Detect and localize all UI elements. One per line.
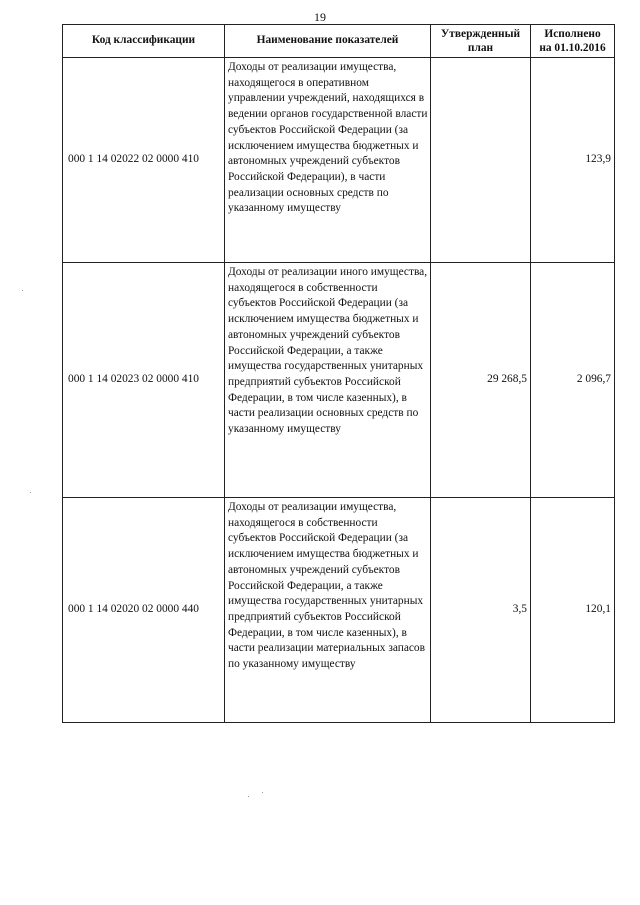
- row-code: 000 1 14 02020 02 0000 440: [63, 498, 225, 723]
- row-plan: 29 268,5: [431, 263, 531, 498]
- header-plan-line2: план: [467, 42, 494, 54]
- table-row: [63, 498, 615, 723]
- header-code: Код классификации: [63, 25, 225, 58]
- header-plan: [431, 25, 531, 58]
- header-plan-line1: Утвержденный: [440, 28, 521, 40]
- scan-speck: [262, 792, 263, 793]
- table-row: [63, 58, 615, 263]
- page-number: 19: [314, 10, 326, 24]
- revenue-table: [62, 24, 615, 723]
- row-code: 000 1 14 02023 02 0000 410: [63, 263, 225, 498]
- row-code: 000 1 14 02022 02 0000 410: [63, 58, 225, 263]
- header-executed-line1: Исполнено: [544, 28, 601, 40]
- row-name: Доходы от реализации имущества, находящегося в собственности субъектов Российской Федерации (за исключением имущества бюджетных и автономных учреждений субъектов Российской Федерации, а также имущества государственных унитарных предприятий субъектов Российской Федерации, в том числе казенных), в части реализации материальных запасов по указанному имуществу: [225, 498, 431, 723]
- row-plan: [431, 58, 531, 263]
- table-row: [63, 263, 615, 498]
- scan-speck: [22, 290, 23, 291]
- scan-speck: [248, 796, 249, 797]
- scan-speck: [30, 492, 31, 493]
- header-executed: [531, 25, 615, 58]
- row-name: Доходы от реализации иного имущества, находящегося в собственности субъектов Российской Федерации (за исключением имущества бюджетных и автономных учреждений субъектов Российской Федерации, а также имущества государственных унитарных предприятий субъектов Российской Федерации, в том числе казенных), в части реализации основных средств по указанному имуществу: [225, 263, 431, 498]
- row-executed: 120,1: [531, 498, 615, 723]
- row-executed: 123,9: [531, 58, 615, 263]
- row-name: Доходы от реализации имущества, находящегося в оперативном управлении учреждений, находящихся в ведении органов государственной власти субъектов Российской Федерации (за исключением имущества бюджетных и автономных учреждений субъектов Российской Федерации), в части реализации основных средств по указанному имуществу: [225, 58, 431, 263]
- header-name: Наименование показателей: [225, 25, 431, 58]
- header-executed-line2: на 01.10.2016: [539, 42, 606, 54]
- table-header-row: [63, 25, 615, 58]
- row-plan: 3,5: [431, 498, 531, 723]
- row-executed: 2 096,7: [531, 263, 615, 498]
